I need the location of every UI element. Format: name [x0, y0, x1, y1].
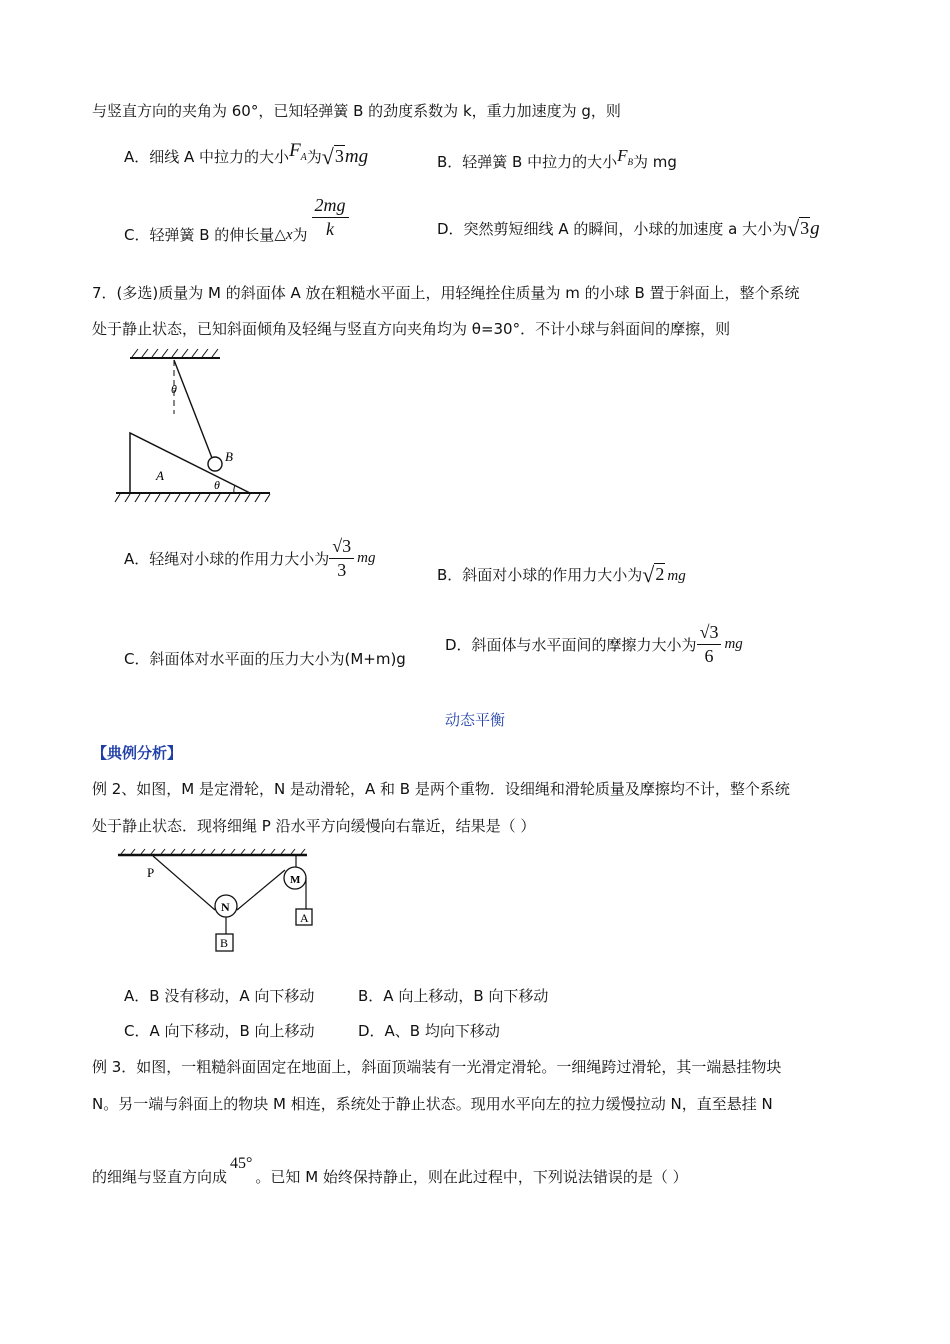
ex2-option-a: A．B 没有移动，A 向下移动: [124, 987, 315, 1005]
q7-stem-line1: 7．(多选)质量为 M 的斜面体 A 放在粗糙水平面上，用轻绳拴住质量为 m 的小球 B 置于斜面上，整个系统: [92, 284, 800, 302]
q6-option-c-numerator: 2mg: [312, 196, 349, 218]
ex3-line3-post: 。已知 M 始终保持静止，则在此过程中，下列说法错误的是（ ）: [255, 1168, 688, 1186]
q6-option-a-value: √3: [321, 144, 344, 169]
q6-option-c-fraction: [312, 196, 349, 239]
q6-option-a-subscript: A: [300, 152, 307, 163]
q7-option-b-value: √2: [642, 562, 665, 587]
q6-option-c-text: C．轻弹簧 B 的伸长量: [124, 226, 275, 244]
q7-option-d-denominator: 6: [704, 645, 714, 666]
ex2-figure-label-m: M: [290, 874, 301, 886]
q6-option-d-value-tail: g: [810, 218, 820, 239]
q7-option-d-fraction: [697, 623, 722, 666]
q6-option-c-denominator: k: [326, 219, 335, 239]
section-title: 动态平衡: [444, 711, 505, 729]
ex3-stem-line2: N。另一端与斜面上的物块 M 相连，系统处于静止状态。现用水平向左的拉力缓慢拉动 N，直至悬挂 N: [92, 1095, 773, 1113]
q6-option-b-text: B．轻弹簧 B 中拉力的大小: [437, 153, 618, 171]
ex3-line3-pre: 的细绳与竖直方向成: [92, 1168, 228, 1186]
q6-option-a: [124, 140, 368, 170]
ex3-stem-line1: 例 3．如图，一粗糙斜面固定在地面上，斜面顶端装有一光滑定滑轮。一细绳跨过滑轮，其一端悬挂物块: [92, 1058, 782, 1076]
q6-option-d-value: √3: [787, 216, 810, 241]
q7-figure-label-b: B: [225, 449, 233, 464]
ex2-option-b: B．A 向上移动，B 向下移动: [358, 987, 549, 1005]
q7-incline-figure: [112, 348, 277, 510]
q6-option-a-text: A．细线 A 中拉力的大小: [124, 148, 290, 166]
ex3-angle: 45°: [230, 1155, 253, 1172]
q7-option-a-tail: mg: [357, 549, 376, 566]
q6-stem-tail: 与竖直方向的夹角为 60°，已知轻弹簧 B 的劲度系数为 k，重力加速度为 g，则: [92, 102, 621, 120]
q7-figure-theta-bottom: θ: [214, 478, 220, 492]
q6-option-b: [437, 146, 677, 172]
ex3-stem-line3: [92, 1155, 688, 1187]
q7-option-d-numerator: √3: [697, 623, 722, 645]
ex2-figure-label-a: A: [300, 911, 309, 925]
q6-option-a-symbol: F: [289, 140, 301, 161]
q7-option-a-numerator: √3: [329, 537, 354, 559]
q6-option-c-is: 为: [292, 226, 308, 244]
q6-option-a-value-tail: mg: [344, 146, 369, 167]
ex2-option-c: C．A 向下移动，B 向上移动: [124, 1022, 315, 1040]
q7-stem-line2: 处于静止状态，已知斜面倾角及轻绳与竖直方向夹角均为 θ=30°．不计小球与斜面间的摩擦，则: [92, 320, 731, 338]
ex2-option-d: D．A、B 均向下移动: [358, 1022, 500, 1040]
analysis-label: 【典例分析】: [92, 744, 183, 762]
ex2-stem-line1: 例 2、如图，M 是定滑轮，N 是动滑轮，A 和 B 是两个重物．设细绳和滑轮质量及摩擦均不计，整个系统: [92, 780, 790, 798]
ex2-stem-line2: 处于静止状态．现将细绳 P 沿水平方向缓慢向右靠近，结果是（ ）: [92, 817, 536, 835]
q7-option-a-text: A．轻绳对小球的作用力大小为: [124, 549, 330, 568]
q6-option-b-tail: 为 mg: [633, 153, 677, 171]
q6-option-c: [124, 190, 349, 245]
q6-option-b-subscript: B: [627, 157, 634, 167]
q7-figure-theta-top: θ: [171, 382, 177, 396]
ex2-figure-label-n: N: [221, 900, 230, 914]
q7-option-c: C．斜面体对水平面的压力大小为(M+m)g: [124, 650, 406, 668]
q7-option-b-tail: mg: [667, 568, 686, 584]
q6-option-c-symbol: △x: [274, 227, 293, 243]
ex2-figure-label-p: P: [147, 865, 155, 880]
q7-option-a-denominator: 3: [337, 559, 347, 580]
q7-option-d-tail: mg: [724, 635, 743, 652]
q6-option-d-text: D．突然剪短细线 A 的瞬间，小球的加速度 a 大小为: [437, 220, 788, 238]
q6-option-b-symbol: F: [617, 146, 628, 165]
ex2-pulley-figure: [115, 848, 320, 956]
q7-option-d-text: D．斜面体与水平面间的摩擦力大小为: [445, 635, 697, 654]
q7-option-a: [124, 537, 376, 580]
q7-option-b: [437, 562, 686, 588]
q6-option-a-is: 为: [306, 148, 322, 166]
q7-option-b-text: B．斜面对小球的作用力大小为: [437, 566, 643, 584]
q7-option-a-fraction: [329, 537, 354, 580]
q7-figure-label-a: A: [156, 468, 164, 483]
ex2-figure-label-b: B: [220, 936, 229, 950]
q7-option-d: [445, 623, 743, 666]
q6-option-d: [437, 216, 820, 242]
